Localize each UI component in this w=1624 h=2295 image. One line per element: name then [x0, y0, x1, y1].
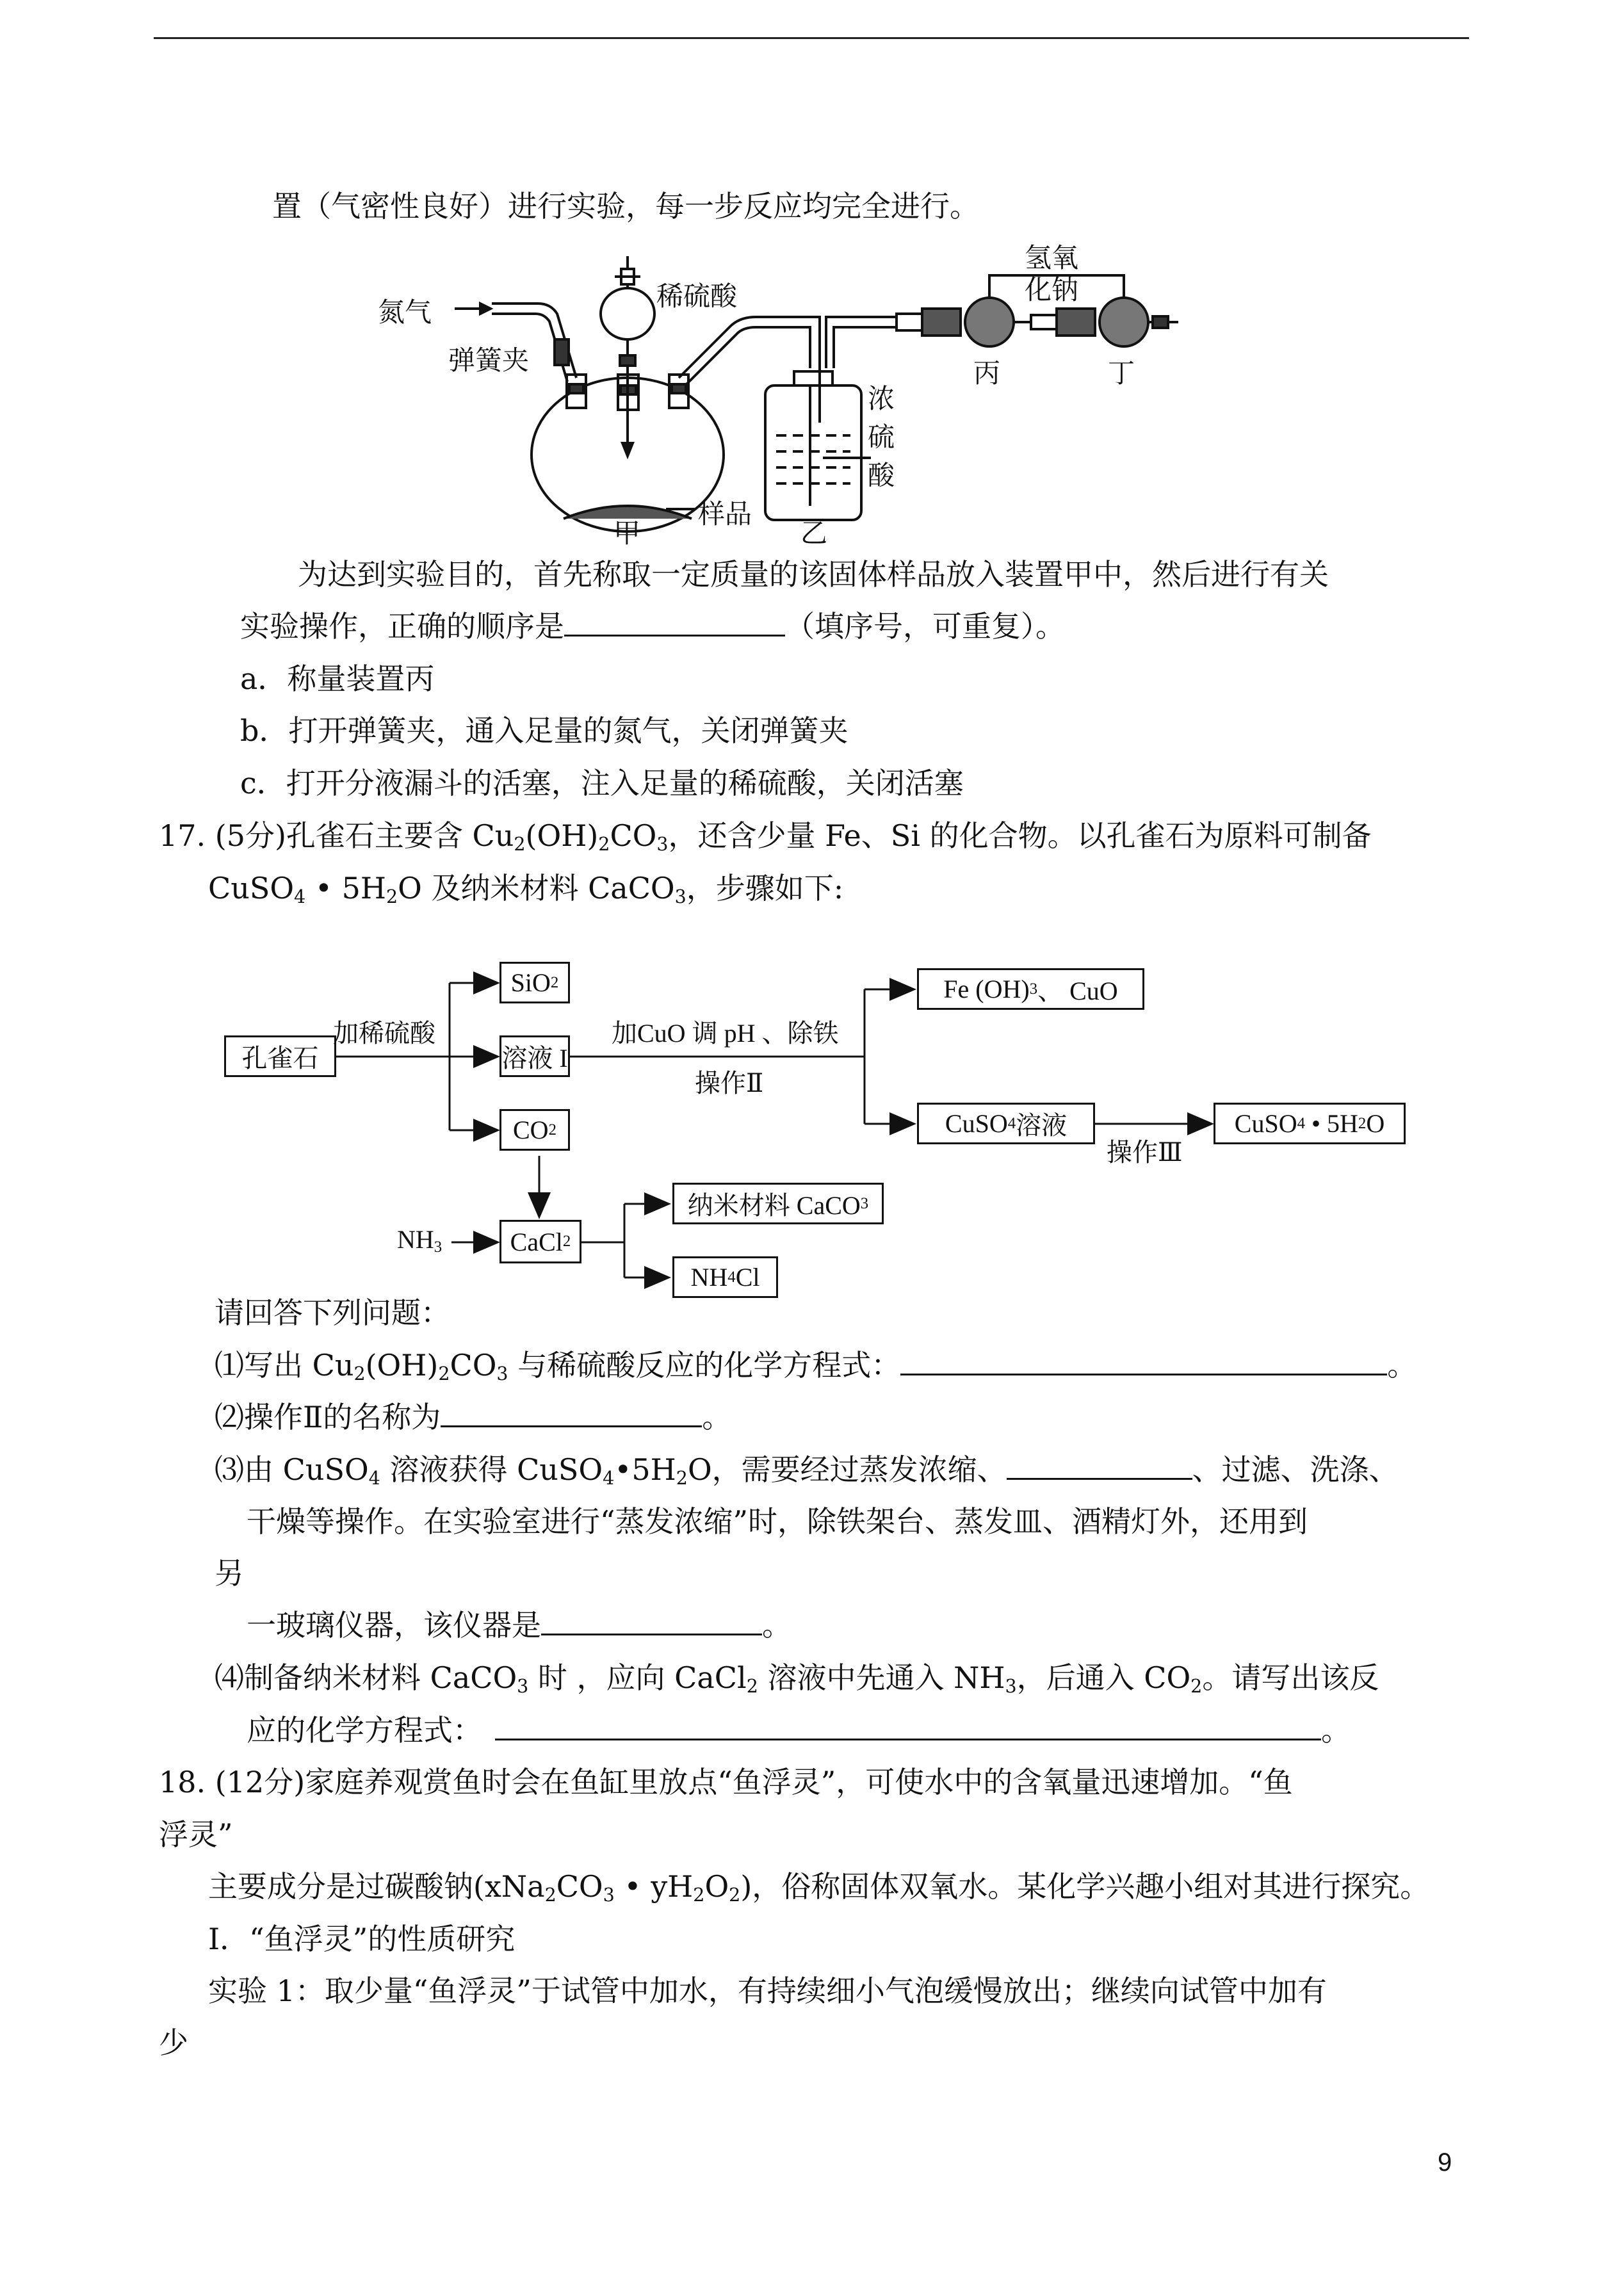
- answer-blank-equation-1[interactable]: [900, 1347, 1387, 1375]
- q17-sub4: [215, 1658, 1379, 1697]
- label-spring-clip: 弹簧夹: [448, 345, 530, 376]
- q16-option-a: a．称量装置丙: [240, 661, 435, 696]
- sub: 4: [368, 1468, 380, 1489]
- q17-text-d: ，还含少量 Fe、Si 的化合物。以孔雀石为原料可制备: [668, 818, 1372, 853]
- sub: 2: [1190, 1676, 1203, 1698]
- q17-sub3-line3: 另: [215, 1556, 244, 1591]
- answer-blank-operation-2[interactable]: [441, 1399, 702, 1427]
- q16-line2-hint: （填序号，可重复）。: [785, 609, 1065, 644]
- sub: 3: [496, 1363, 508, 1385]
- q18-experiment-1: 实验 1：取少量“鱼浮灵”于试管中加水，有持续细小气泡缓慢放出；继续向试管中加有: [208, 1974, 1327, 2008]
- q17-sub4-a: ⑷制备纳米材料 CaCO: [215, 1660, 517, 1695]
- box-nh4cl: NH 4 Cl: [672, 1256, 778, 1298]
- box-solution-1: 溶液 I: [499, 1035, 570, 1077]
- q17-sub3-line4: [247, 1606, 792, 1644]
- q18-line3-b: CO: [556, 1869, 603, 1904]
- q17-sub4-line2-text: 应的化学方程式：: [247, 1713, 482, 1748]
- label-conc-acid-1: 浓: [868, 383, 895, 414]
- q17-sub4-c: 溶液中先通入 NH: [758, 1660, 1005, 1695]
- q17-sub2-end: 。: [702, 1400, 732, 1434]
- label-bottle-yi: 乙: [800, 517, 828, 549]
- q17-sub3: [215, 1450, 1399, 1489]
- sub: 2: [693, 1885, 705, 1906]
- sub: 4: [603, 1468, 615, 1489]
- box-feoh3-text: Fe (OH): [943, 975, 1030, 1003]
- q17-sub3-b: 溶液获得 CuSO: [380, 1452, 603, 1487]
- q17-sub3-a: ⑶由 CuSO: [215, 1452, 369, 1487]
- q17-sub4-line2: [247, 1711, 1351, 1749]
- q17-text-c: CO: [610, 818, 657, 853]
- q16-line2-text: 实验操作，正确的顺序是: [240, 609, 564, 644]
- answer-blank-step[interactable]: [1007, 1451, 1192, 1480]
- q17-text-a: 17. (5分)孔雀石主要含 Cu: [159, 818, 514, 853]
- sub: 2: [386, 886, 398, 908]
- sub: 2: [514, 834, 526, 856]
- sub: 3: [603, 1885, 615, 1906]
- q17-sub2-text: ⑵操作Ⅱ的名称为: [215, 1400, 441, 1434]
- q17-line2-d: ，步骤如下:: [686, 871, 844, 905]
- q18-section-1: Ⅰ．“鱼浮灵”的性质研究: [208, 1922, 516, 1956]
- sub: 2: [598, 834, 610, 856]
- q17-sub4-e: 。请写出该反: [1202, 1660, 1379, 1695]
- q17-sub4-b: 时 ，应向 CaCl: [528, 1660, 747, 1695]
- box-nano-caco3: 纳米材料 CaCO 3: [672, 1183, 884, 1224]
- q18-line2: 浮灵”: [159, 1817, 233, 1852]
- q18-line3-e: )，俗称固体双氧水。某化学兴趣小组对其进行探究。: [740, 1869, 1430, 1904]
- sub: 2: [544, 1885, 556, 1906]
- sub: 3: [434, 1238, 443, 1256]
- box-cuso4-sol-text: 溶液: [1016, 1111, 1068, 1140]
- nh3-text: NH: [397, 1225, 434, 1254]
- q17-line2-a: CuSO: [208, 871, 295, 905]
- label-operation-2: 操作Ⅱ: [695, 1069, 764, 1098]
- q17-sub1-a: ⑴写出 Cu: [215, 1348, 354, 1383]
- page-number: 9: [1438, 2148, 1452, 2177]
- q17-sub1-end: 。: [1387, 1348, 1417, 1383]
- label-sample: 样品: [698, 498, 752, 530]
- q17-prompt: 请回答下列问题：: [215, 1295, 450, 1330]
- q17-line2-c: O 及纳米材料 CaCO: [398, 871, 675, 905]
- q18-line1: 18. (12分)家庭养观赏鱼时会在鱼缸里放点“鱼浮灵”，可使水中的含氧量迅速增加。“鱼: [159, 1765, 1293, 1799]
- label-conc-acid-2: 硫: [868, 421, 895, 453]
- answer-blank-instrument[interactable]: [541, 1607, 762, 1635]
- box-cuso4-solution: CuSO 4 溶液: [917, 1103, 1095, 1144]
- label-naoh-2: 化钠: [1025, 274, 1079, 305]
- q18-line3: [208, 1867, 1429, 1906]
- q17-line2-b: • 5H: [305, 871, 386, 905]
- q17-sub3-end: 。: [762, 1608, 792, 1642]
- sub: 2: [746, 1676, 758, 1698]
- box-nano-text: 纳米材料 CaCO: [687, 1191, 861, 1220]
- q18-line3-a: 主要成分是过碳酸钠(xNa: [208, 1869, 545, 1904]
- sub: 3: [1005, 1676, 1017, 1698]
- box-co2-text: CO: [513, 1115, 549, 1144]
- box-co2: CO 2: [499, 1109, 570, 1151]
- q17-sub4-d: ，后通入 CO: [1016, 1660, 1191, 1695]
- box-malachite: 孔雀石: [224, 1035, 336, 1077]
- sub: 2: [438, 1363, 450, 1385]
- label-flask-jia: 甲: [613, 517, 641, 549]
- q17-sub1-b: (OH): [365, 1348, 439, 1383]
- label-nh3: [397, 1224, 442, 1254]
- q16-option-b: b．打开弹簧夹，通入足量的氮气，关闭弹簧夹: [240, 713, 849, 748]
- q18-line3-c: • yH: [614, 1869, 694, 1904]
- q17-sub3-line2: 干燥等操作。在实验室进行“蒸发浓缩”时，除铁架台、蒸发皿、酒精灯外，还用到: [247, 1504, 1308, 1539]
- label-tube-ding: 丁: [1108, 357, 1135, 389]
- box-feoh3-cuo: Fe (OH) 3 、 CuO: [917, 968, 1144, 1010]
- q18-line3-d: O: [704, 1869, 729, 1904]
- q16-line1: 为达到实验目的，首先称取一定质量的该固体样品放入装置甲中，然后进行有关: [298, 557, 1329, 592]
- box-cuso4-5h2o: CuSO 4 • 5H 2 O: [1214, 1103, 1406, 1144]
- q17-sub3-line4-text: 一玻璃仪器，该仪器是: [247, 1608, 541, 1642]
- box-cuo-text: 、 CuO: [1037, 977, 1118, 1005]
- label-add-dilute-acid: 加稀硫酸: [333, 1019, 435, 1048]
- sub: 3: [517, 1676, 529, 1698]
- q17-sub1-c: CO: [450, 1348, 497, 1383]
- box-sio2: SiO 2: [499, 962, 570, 1003]
- q17-sub3-e: 、过滤、洗涤、: [1192, 1452, 1399, 1487]
- label-operation-3: 操作Ⅲ: [1107, 1138, 1183, 1167]
- sub: 3: [674, 886, 686, 908]
- label-naoh-1: 氢氧: [1025, 242, 1079, 273]
- q17-sub2: [215, 1398, 731, 1436]
- box-cuso4-5h2o-a: CuSO: [1234, 1109, 1297, 1138]
- label-tube-bing: 丙: [973, 357, 1001, 389]
- label-adjust-ph: 加CuO 调 pH 、除铁: [612, 1019, 839, 1048]
- intro-line: 置（气密性良好）进行实验，每一步反应均完全进行。: [272, 189, 979, 223]
- box-cacl2: CaCl 2: [499, 1220, 581, 1263]
- box-nh4cl-a: NH: [690, 1263, 728, 1292]
- sub: 2: [676, 1468, 688, 1489]
- q17-text-b: (OH): [525, 818, 599, 853]
- sub: 4: [294, 886, 306, 908]
- q17-sub1-d: 与稀硫酸反应的化学方程式：: [508, 1348, 901, 1383]
- q17-sub4-end: 。: [1321, 1713, 1351, 1748]
- q18-experiment-1-tail: 少: [159, 2025, 188, 2060]
- sub: 3: [656, 834, 669, 856]
- label-conc-acid-3: 酸: [868, 460, 895, 491]
- sub: 2: [729, 1885, 741, 1906]
- q17-sub3-c: •5H: [614, 1452, 676, 1487]
- label-nitrogen: 氮气: [378, 296, 432, 328]
- q17-sub1: [215, 1346, 1417, 1384]
- q16-option-c: c．打开分液漏斗的活塞，注入足量的稀硫酸，关闭活塞: [240, 766, 964, 800]
- label-dilute-sulfuric-acid: 稀硫酸: [656, 280, 738, 312]
- answer-blank-equation-2[interactable]: [495, 1712, 1321, 1740]
- box-cacl2-text: CaCl: [510, 1227, 563, 1256]
- sub: 2: [353, 1363, 366, 1385]
- box-nh4cl-b: Cl: [735, 1263, 760, 1292]
- box-sio2-text: SiO: [510, 968, 551, 997]
- q17-sub3-d: O，需要经过蒸发浓缩、: [687, 1452, 1007, 1487]
